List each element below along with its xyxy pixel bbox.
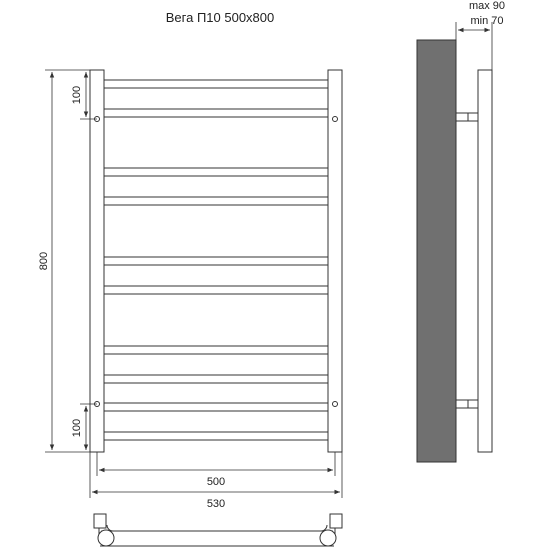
dimension-top-offset-label: 100 [71,85,83,105]
dimension-inner-width [97,452,335,476]
rung-10 [104,432,328,440]
right-rail [328,70,342,452]
dimension-wall-distance [456,22,492,70]
rung-6 [104,286,328,294]
dimension-outer-width-label: 530 [206,498,226,510]
rung-4 [104,197,328,205]
rung-5 [104,257,328,265]
side-view [417,40,492,462]
rungs [104,80,328,440]
mount-point-top-right [333,117,338,122]
top-view-right-connector [330,514,342,528]
dimension-outer-width [90,452,342,498]
side-rail [478,70,492,452]
dimension-bottom-offset-label: 100 [71,418,83,438]
rung-3 [104,168,328,176]
rung-1 [104,80,328,88]
mount-point-bottom-right [333,402,338,407]
top-view-left-joint [98,530,114,546]
top-view-tube [100,531,334,546]
top-view-left-connector [94,514,106,528]
drawing-title: Вега П10 500х800 [165,10,275,25]
dimension-height [45,70,90,452]
dimension-height-label: 800 [38,251,50,271]
dimension-inner-width-label: 500 [206,476,226,488]
rung-9 [104,403,328,411]
left-rail [90,70,104,452]
rung-2 [104,109,328,117]
bracket-top [456,113,478,121]
top-view-right-joint [320,530,336,546]
wall [417,40,456,462]
bracket-bottom [456,400,478,408]
front-view [90,70,342,452]
rung-7 [104,346,328,354]
dimension-wall-max-label: max 90 [468,0,506,12]
dimension-wall-min-label: min 70 [470,15,504,27]
top-view [94,514,342,546]
rung-8 [104,375,328,383]
